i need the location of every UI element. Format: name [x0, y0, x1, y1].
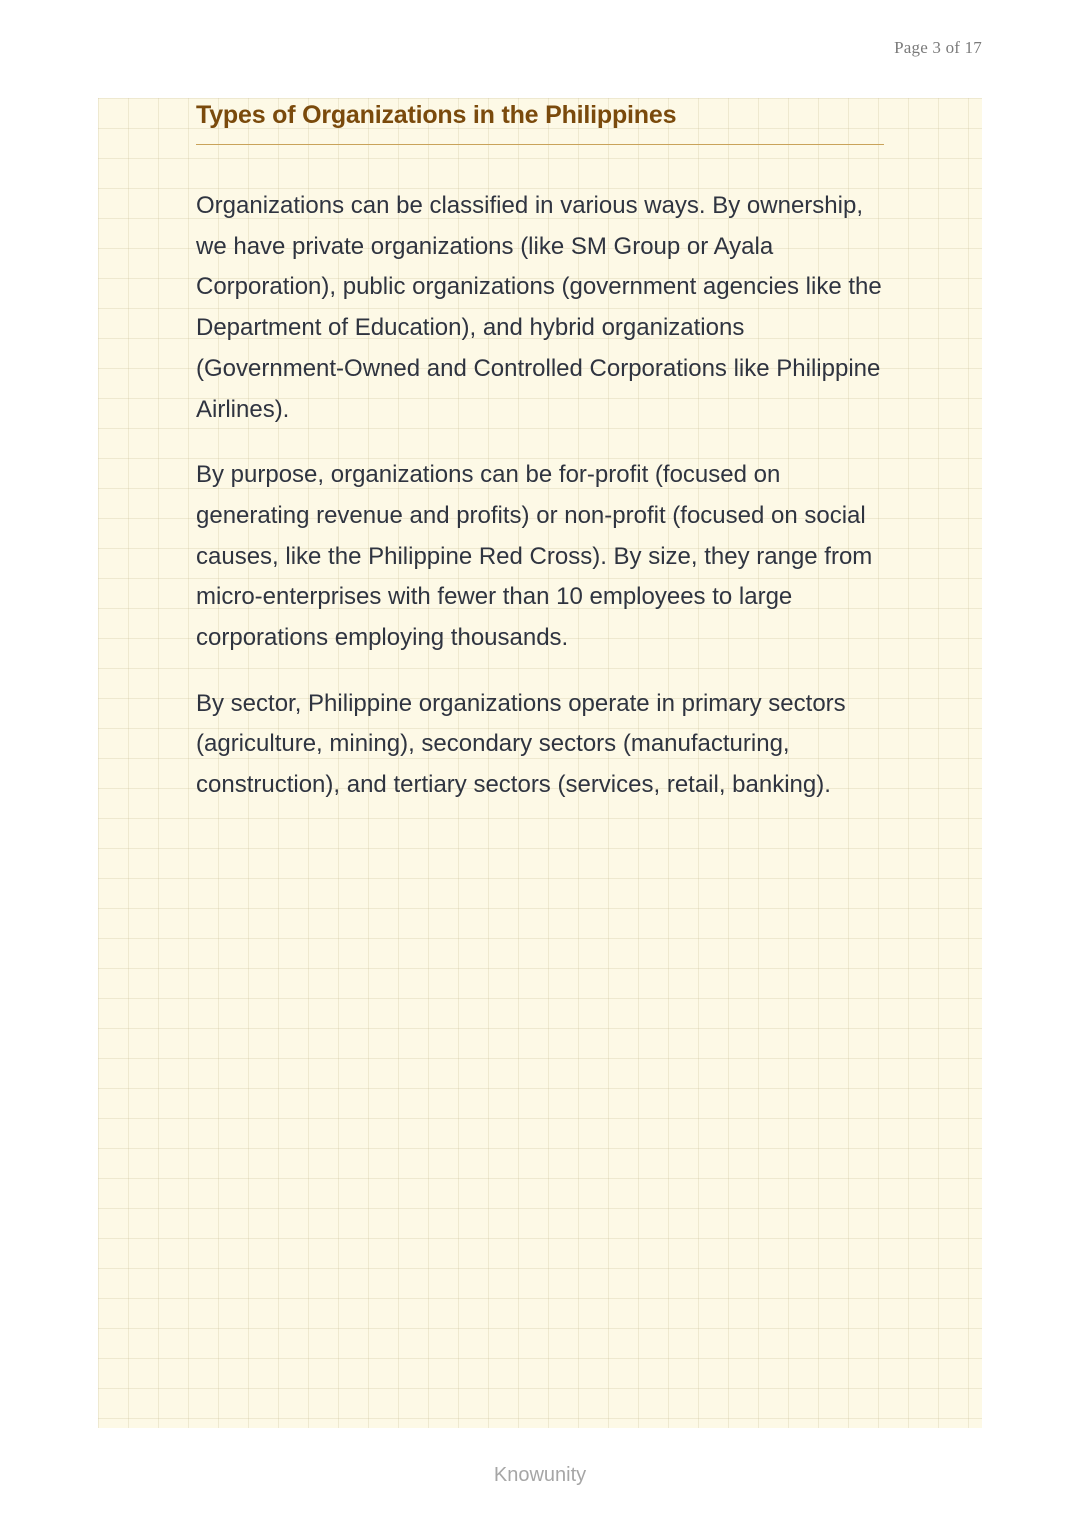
- paragraph-purpose-size: By purpose, organizations can be for-profit (focused on generating revenue and profits) or non-profit (focused on social causes, like the Philippine Red Cross). By size, they range from micro-enterprises with fewer than 10 employees to large corporations employing thousands.: [196, 461, 873, 652]
- footer-brand: Knowunity: [493, 1464, 587, 1486]
- paragraph-ownership: Organizations can be classified in various ways. By ownership, we have private organizations (like SM Group or Ayala Corporation), public organizations (government agencies like the Department of Education), and hybrid organizations (Government-Owned and Controlled Corporations like Philippine Airlines).: [196, 192, 882, 423]
- paragraph-sector: By sector, Philippine organizations operate in primary sectors (agriculture, mining), secondary sectors (manufacturing, construction), and tertiary sectors (services, retail, banking).: [196, 689, 846, 799]
- page-number: Page 3 of 17: [894, 38, 982, 57]
- section-title: Types of Organizations in the Philippines: [196, 101, 677, 129]
- title-underline: [196, 144, 884, 145]
- note-paper: [98, 98, 982, 1428]
- body-content: [196, 186, 896, 831]
